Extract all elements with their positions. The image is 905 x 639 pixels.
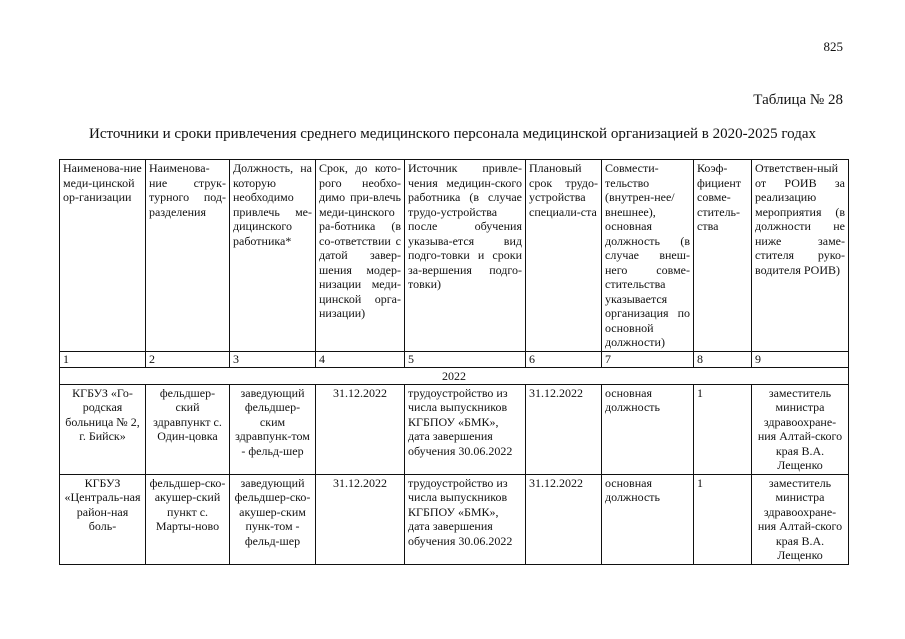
column-number: 8 xyxy=(694,351,752,367)
unit-cell: фельдшер-ско-акушер-ский пункт с. Марты-ново xyxy=(146,474,230,564)
column-number: 3 xyxy=(230,351,316,367)
page-number: 825 xyxy=(823,39,843,54)
table-number: Таблица № 28 xyxy=(753,92,843,108)
header-cell: Наименова-ние струк-турного под-разделения xyxy=(146,160,230,352)
column-number-row xyxy=(60,351,849,367)
header-cell: Должность, на которую необходимо привлечь ме-дицинского работника* xyxy=(230,160,316,352)
column-number: 2 xyxy=(146,351,230,367)
column-number: 7 xyxy=(602,351,694,367)
position-cell: заведующий фельдшер-ско-акушер-ским пунк-том - фельд-шер xyxy=(230,474,316,564)
deadline-cell: 31.12.2022 xyxy=(316,384,405,474)
header-cell: Коэф-фициент совме-ститель-ства xyxy=(694,160,752,352)
source-cell: трудоустройство из числа выпускников КГБПОУ «БМК», дата завершения обучения 30.06.2022 xyxy=(405,384,526,474)
responsible-cell: заместитель министра здравоохране-ния Алтай-ского края В.А. Лещенко xyxy=(752,474,849,564)
column-number: 9 xyxy=(752,351,849,367)
combination-cell: основная должность xyxy=(602,384,694,474)
org-cell: КГБУЗ «Централь-ная район-ная боль- xyxy=(60,474,146,564)
planned-cell: 31.12.2022 xyxy=(526,474,602,564)
unit-cell: фельдшер-ский здравпункт с. Один-цовка xyxy=(146,384,230,474)
deadline-cell: 31.12.2022 xyxy=(316,474,405,564)
column-number: 4 xyxy=(316,351,405,367)
staffing-sources-table xyxy=(59,159,849,565)
column-number: 1 xyxy=(60,351,146,367)
header-cell: Источник привле-чения медицин-ского работника (в случае трудо-устройства после обучения указыва-ется вид подго-товки и сроки за-вершения подго-товки) xyxy=(405,160,526,352)
table-row xyxy=(60,384,849,474)
source-cell: трудоустройство из числа выпускников КГБПОУ «БМК», дата завершения обучения 30.06.2022 xyxy=(405,474,526,564)
header-cell: Ответствен-ный от РОИВ за реализацию мероприятия (в должности не ниже заме-стителя руко-водителя РОИВ) xyxy=(752,160,849,352)
combination-cell: основная должность xyxy=(602,474,694,564)
header-cell: Наименова-ние меди-цинской ор-ганизации xyxy=(60,160,146,352)
planned-cell: 31.12.2022 xyxy=(526,384,602,474)
org-cell: КГБУЗ «Го-родская больница № 2, г. Бийск» xyxy=(60,384,146,474)
coefficient-cell: 1 xyxy=(694,384,752,474)
column-number: 5 xyxy=(405,351,526,367)
column-number: 6 xyxy=(526,351,602,367)
responsible-cell: заместитель министра здравоохране-ния Алтай-ского края В.А. Лещенко xyxy=(752,384,849,474)
document-title: Источники и сроки привлечения среднего медицинского персонала медицинской организацией в 2020-2025 годах xyxy=(89,126,816,142)
header-cell: Плановый срок трудо-устройства специали-ста xyxy=(526,160,602,352)
coefficient-cell: 1 xyxy=(694,474,752,564)
header-cell: Срок, до кото-рого необхо-димо при-влечь меди-цинского ра-ботника (в со-ответствии с датой завер-шения модер-низации меди-цинской орга-низации) xyxy=(316,160,405,352)
table-row xyxy=(60,474,849,564)
year-row xyxy=(60,367,849,384)
table-header-row xyxy=(60,160,849,352)
header-cell: Совмести-тельство (внутрен-нее/внешнее), основная должность (в случае внеш-него совме-стительства указывается организация по основной должности) xyxy=(602,160,694,352)
year-label: 2022 xyxy=(60,367,849,384)
position-cell: заведующий фельдшер-ским здравпунк-том - фельд-шер xyxy=(230,384,316,474)
